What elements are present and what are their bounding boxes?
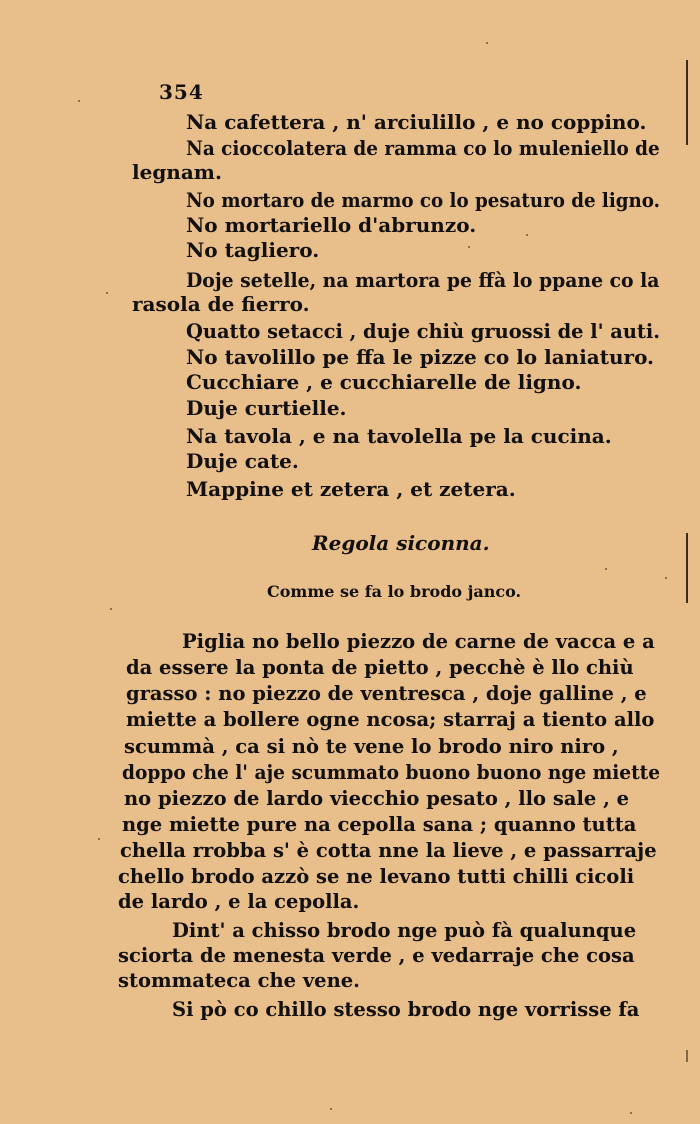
text-line: chello brodo azzò se ne levano tutti chilli cicoli (118, 865, 635, 888)
text-line: no piezzo de lardo viecchio pesato , llo sale , e (124, 787, 630, 810)
text-line: No tavolillo pe ffa le pizze co lo laniaturo. (186, 345, 655, 369)
text-line: da essere la ponta de pietto , pecchè è llo chiù (126, 656, 634, 679)
paper-speck (526, 234, 528, 236)
text-line: sciorta de menesta verde , e vedarraje che cosa (118, 944, 635, 967)
text-line: Duje cate. (186, 449, 299, 473)
text-line: No tagliero. (186, 238, 320, 262)
paper-speck (78, 100, 80, 102)
paper-speck (110, 608, 112, 610)
text-line: stommateca che vene. (118, 969, 360, 992)
text-line: Na tavola , e na tavolella pe la cucina. (186, 424, 612, 448)
text-line: No mortariello d'abrunzo. (186, 213, 477, 237)
paper-speck (330, 1108, 332, 1110)
text-line: Dint' a chisso brodo nge può fà qualunque (172, 919, 637, 942)
text-line: Doje setelle, na martora pe ffà lo ppane co la (186, 268, 660, 292)
text-line: miette a bollere ogne ncosa; starraj a tiento allo (126, 708, 655, 731)
text-line: Cucchiare , e cucchiarelle de ligno. (186, 370, 582, 394)
page-edge-shadow (686, 533, 688, 603)
text-line: Na cafettera , n' arciulillo , e no coppino. (186, 110, 647, 134)
page-number: 354 (159, 80, 204, 104)
paper-speck (468, 246, 470, 248)
text-line: doppo che l' aje scummato buono buono nge miette (122, 761, 661, 784)
text-line: Si pò co chillo stesso brodo nge vorrisse fa (172, 998, 640, 1021)
section-subtitle: Comme se fa lo brodo janco. (267, 582, 522, 601)
text-line: Duje curtielle. (186, 396, 347, 420)
paper-speck (605, 568, 607, 570)
section-title: Regola siconna. (312, 531, 490, 555)
text-line: scummà , ca si nò te vene lo brodo niro niro , (124, 735, 619, 758)
text-line: No mortaro de marmo co lo pesaturo de ligno. (186, 188, 660, 212)
text-line: Quatto setacci , duje chiù gruossi de l' auti. (186, 319, 660, 343)
text-line: legnam. (132, 160, 222, 184)
text-line: rasola de fierro. (132, 292, 310, 316)
paper-speck (98, 838, 100, 840)
paper-speck (630, 1112, 632, 1114)
text-line: Na cioccolatera de ramma co lo muleniello de (186, 136, 660, 160)
paper-speck (106, 292, 108, 294)
text-line: de lardo , e la cepolla. (118, 890, 360, 913)
text-line: grasso : no piezzo de ventresca , doje galline , e (126, 682, 647, 705)
text-line: nge miette pure na cepolla sana ; quanno tutta (122, 813, 637, 836)
text-line: chella rrobba s' è cotta nne la lieve , e passarraje (120, 839, 657, 862)
text-line: Piglia no bello piezzo de carne de vacca e a (182, 630, 655, 653)
paper-speck (486, 42, 488, 44)
paper-speck (665, 577, 667, 579)
page-edge-shadow (686, 1050, 688, 1062)
text-line: Mappine et zetera , et zetera. (186, 477, 516, 501)
page-edge-shadow (686, 60, 688, 145)
